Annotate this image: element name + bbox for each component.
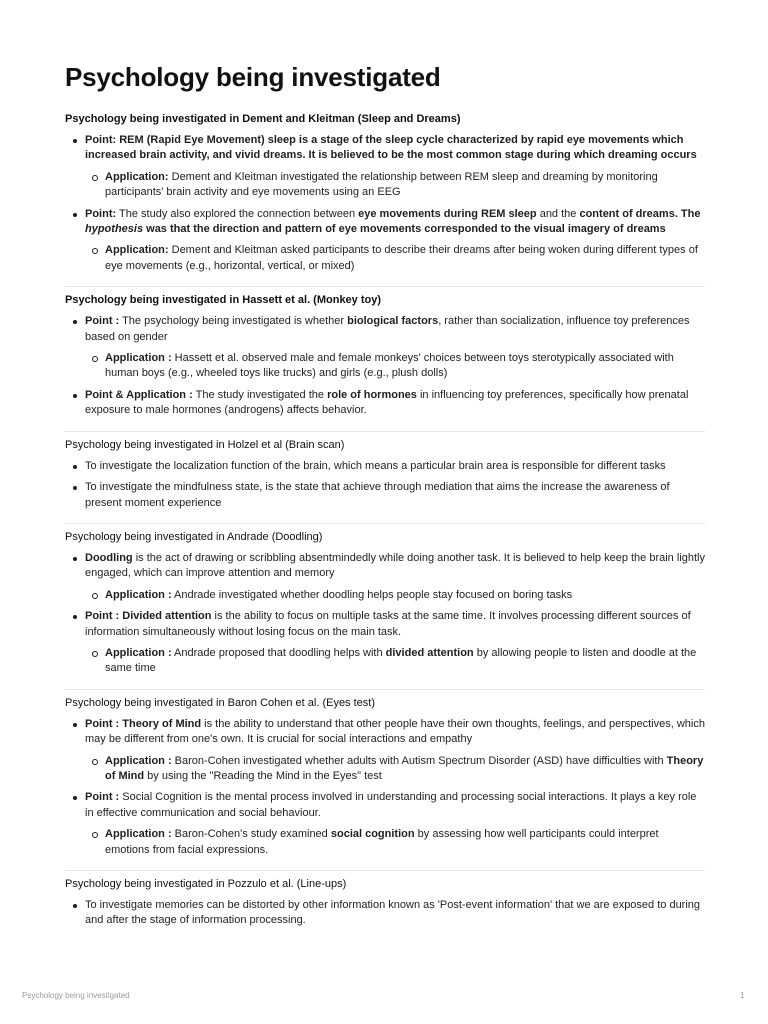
list-item: Point: REM (Rapid Eye Movement) sleep is a stage of the sleep cycle characterized by rapid eye movements which increased brain activity, and vivid dreams. It is believed to be the most common stage during which dreaming occurs Application: Dement and Kleitman investigated the relationship between REM sleep and dreaming by monitoring participants' brain activity and eye movements using an EEG	[65, 133, 705, 201]
list-item: Application : Baron-Cohen's study examined social cognition by assessing how well participants could interpret emotions from facial expressions.	[85, 827, 705, 858]
page-title: Psychology being investigated	[65, 62, 441, 92]
list-item: Application : Baron-Cohen investigated whether adults with Autism Spectrum Disorder (ASD) have difficulties with Theory of Mind by using the "Reading the Mind in the Eyes" test	[85, 754, 705, 785]
section-andrade	[65, 530, 705, 690]
section-hassett	[65, 293, 705, 431]
list-item: Point : The psychology being investigated is whether biological factors, rather than socialization, influence toy preferences based on gender Application : Hassett et al. observed male and female monkeys' choices between toys sterotypically associated with human boys (e.g., wheeled toys like trucks) and girls (e.g., plush dolls)	[65, 314, 705, 382]
section-pozzulo	[65, 877, 705, 941]
section-baron-cohen	[65, 696, 705, 871]
list-item: Point : Divided attention is the ability to focus on multiple tasks at the same time. It involves processing different sources of information simultaneously without losing focus on the main task. Application : Andrade proposed that doodling helps with divided attention by allowing people to listen and doodle at the same time	[65, 609, 705, 677]
section-holzel	[65, 438, 705, 524]
footer-doc-title: Psychology being investigated	[22, 991, 130, 1000]
section-heading: Psychology being investigated in Andrade (Doodling)	[65, 530, 323, 543]
list-item: To investigate memories can be distorted by other information known as 'Post-event information' that we are exposed to during and after the stage of information processing.	[65, 898, 705, 929]
section-heading: Psychology being investigated in Baron Cohen et al. (Eyes test)	[65, 696, 376, 709]
list-item: Application: Dement and Kleitman investigated the relationship between REM sleep and dreaming by monitoring participants' brain activity and eye movements using an EEG	[85, 170, 705, 201]
list-item: Point: The study also explored the connection between eye movements during REM sleep and the content of dreams. The hypothesis was that the direction and pattern of eye movements corresponded to the visual imagery of dreams Application: Dement and Kleitman asked participants to describe their dreams after being woken during different types of eye movements (e.g., horizontal, vertical, or mixed)	[65, 207, 705, 275]
footer-page-number: 1	[740, 991, 745, 1000]
list-item: To investigate the mindfulness state, is the state that achieve through mediation that aims the increase the awareness of present moment experience	[65, 480, 705, 511]
list-item: To investigate the localization function of the brain, which means a particular brain area is responsible for different tasks	[65, 459, 705, 474]
document-content	[65, 112, 705, 947]
section-dement-kleitman	[65, 112, 705, 287]
list-item: Application : Andrade proposed that doodling helps with divided attention by allowing people to listen and doodle at the same time	[85, 646, 705, 677]
list-item: Point & Application : The study investigated the role of hormones in influencing toy preferences, specifically how prenatal exposure to male hormones (androgens) affects behavior.	[65, 388, 705, 419]
list-item: Application : Andrade investigated whether doodling helps people stay focused on boring tasks	[85, 588, 705, 603]
section-heading: Psychology being investigated in Pozzulo et al. (Line-ups)	[65, 878, 347, 890]
section-heading: Psychology being investigated in Hassett et al. (Monkey toy)	[65, 294, 382, 307]
list-item: Point : Theory of Mind is the ability to understand that other people have their own thoughts, feelings, and perspectives, which may be different from one's own. It is crucial for social interactions and empathy Application : Baron-Cohen investigated whether adults with Autism Spectrum Disorder (ASD) have difficulties with Theory of Mind by using the "Reading the Mind in the Eyes" test	[65, 717, 705, 785]
list-item: Application: Dement and Kleitman asked participants to describe their dreams after being woken during different types of eye movements (e.g., horizontal, vertical, or mixed)	[85, 243, 705, 274]
section-heading: Psychology being investigated in Dement and Kleitman (Sleep and Dreams)	[65, 113, 461, 125]
list-item: Doodling is the act of drawing or scribbling absentmindedly while doing another task. It is believed to help keep the brain lightly engaged, which can improve attention and memory Application : Andrade investigated whether doodling helps people stay focused on boring tasks	[65, 551, 705, 603]
section-heading: Psychology being investigated in Holzel et al (Brain scan)	[65, 438, 345, 451]
list-item: Point : Social Cognition is the mental process involved in understanding and processing social interactions. It plays a key role in effective communication and social behaviour. Application : Baron-Cohen's study examined social cognition by assessing how well participants could interpret emotions from facial expressions.	[65, 790, 705, 858]
list-item: Application : Hassett et al. observed male and female monkeys' choices between toys sterotypically associated with human boys (e.g., wheeled toys like trucks) and girls (e.g., plush dolls)	[85, 351, 705, 382]
